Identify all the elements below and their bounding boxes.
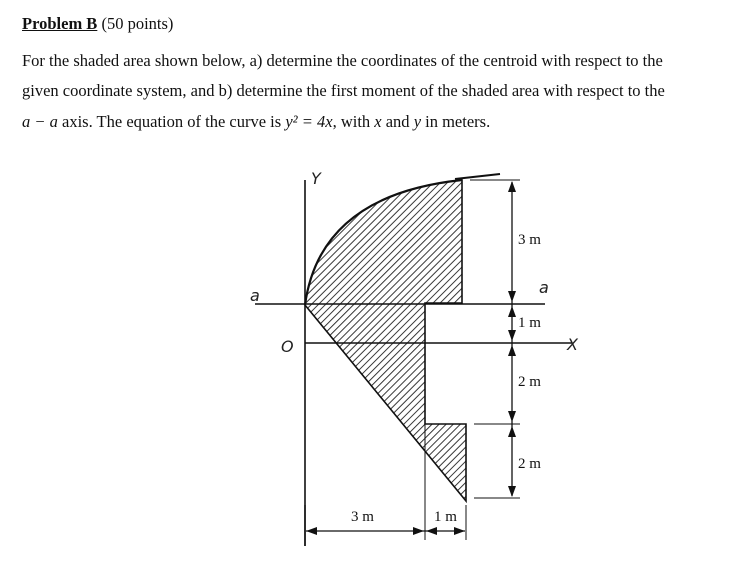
dim-2m-mid: 2 m xyxy=(518,374,541,390)
line3-text-d: and xyxy=(381,112,414,131)
curve-equation: y² = 4x xyxy=(285,112,333,131)
problem-heading: Problem B xyxy=(22,14,98,33)
x-axis-label: X xyxy=(567,335,578,354)
problem-points: (50 points) xyxy=(101,14,174,33)
line3-text-b: axis. The equation of the curve is xyxy=(57,112,286,131)
dim-1m-bottom: 1 m xyxy=(434,509,457,525)
aa-left-label: a xyxy=(250,286,260,305)
dim-3m-bottom: 3 m xyxy=(351,509,374,525)
problem-line-2: given coordinate system, and b) determine the first moment of the shaded area with respect to the xyxy=(22,81,665,100)
y-axis-label: Y xyxy=(311,169,321,188)
top-extension xyxy=(455,174,500,179)
dim-1m-right: 1 m xyxy=(518,315,541,331)
line3-text-c: , with xyxy=(332,112,375,131)
aa-axis-text: a − a xyxy=(22,112,58,131)
aa-right-label: a xyxy=(539,278,549,297)
line3-text-e: in meters. xyxy=(421,112,491,131)
origin-label: O xyxy=(281,337,294,356)
problem-line-1: For the shaded area shown below, a) determine the coordinates of the centroid with respect to the xyxy=(22,51,663,70)
shaded-area xyxy=(305,180,466,501)
dim-2m-bottom: 2 m xyxy=(518,456,541,472)
var-x: x xyxy=(374,112,382,131)
dim-3m-top: 3 m xyxy=(518,232,541,248)
var-y: y xyxy=(413,112,422,131)
